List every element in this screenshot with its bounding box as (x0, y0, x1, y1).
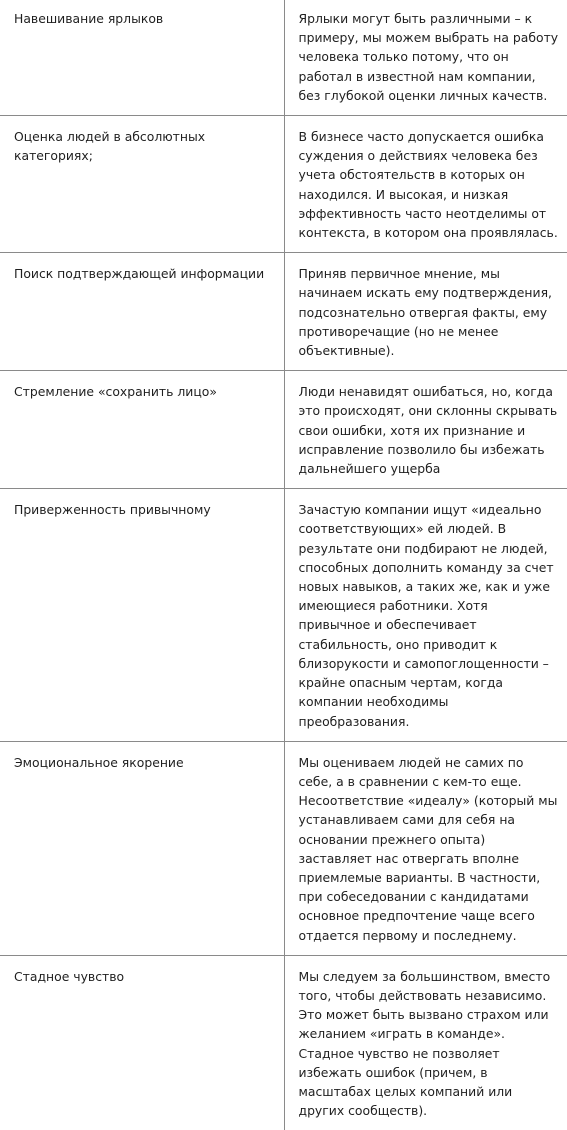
term-text: Навешивание ярлыков (14, 11, 164, 26)
term-cell (0, 371, 284, 489)
term-text: Оценка людей в абсолютных категориях; (14, 129, 206, 164)
description-cell (284, 489, 567, 741)
description-cell (284, 371, 567, 489)
term-text: Поиск подтверждающей информации (14, 266, 265, 282)
term-cell (0, 116, 284, 253)
table-row (0, 489, 567, 741)
table-row (0, 0, 567, 116)
description-text: Мы следуем за большинством, вместо того, чтобы действовать независимо. Это может быть вызвано страхом или желанием «играть в команде». Стадное чувство не позволяет избежать ошибок (причем, в масштабах целых компаний или других сообществ). (298, 968, 551, 1119)
term-cell (0, 253, 284, 371)
description-text: Люди ненавидят ошибаться, но, когда это происходят, они склонны скрывать свои ошибки, хотя их признание и исправление позволило бы избежать дальнейшего ущерба (298, 384, 558, 477)
description-cell (284, 0, 567, 116)
term-cell (0, 0, 284, 116)
description-cell (284, 116, 567, 253)
term-text: Приверженность привычному (14, 502, 211, 518)
table-row (0, 955, 567, 1130)
description-cell (284, 955, 567, 1130)
description-text: Ярлыки могут быть различными – к примеру, мы можем выбрать на работу человека только потому, что он работал в известной нам компании, без глубокой оценки личных качеств. (298, 11, 559, 103)
term-cell (0, 741, 284, 955)
description-text: Зачастую компании ищут «идеально соответствующих» ей людей. В результате они подбирают не людей, способных дополнить команду за счет новых навыков, а таких же, как и уже имеющиеся работники. Хотя привычное и обеспечивает стабильность, оно приводит к близорукости и самопоглощенности – крайне опасным чертам, когда компании необходимы преобразования. (298, 502, 554, 729)
description-cell (284, 741, 567, 955)
term-text: Эмоциональное якорение (14, 754, 184, 770)
table-row (0, 371, 567, 489)
table-row (0, 741, 567, 955)
term-cell (0, 489, 284, 741)
table-row (0, 116, 567, 253)
description-cell (284, 253, 567, 371)
term-text: Стадное чувство (14, 968, 125, 984)
term-text: Стремление «сохранить лицо» (14, 384, 217, 400)
description-text: Приняв первичное мнение, мы начинаем искать ему подтверждения, подсознательно отвергая факты, ему противоречащие (но не менее объективные). (298, 266, 552, 359)
description-text: Мы оцениваем людей не самих по себе, а в сравнении с кем-то еще. Несоответствие «идеалу» (который мы устанавливаем сами для себя на основании прежнего опыта) заставляет нас отвергать вполне приемлемые варианты. В частности, при собеседовании с кандидатами основное предпочтение чаще всего отдается первому и последнему. (298, 754, 558, 943)
description-text: В бизнесе часто допускается ошибка суждения о действиях человека без учета обстоятельств в которых он находился. И высокая, и низкая эффективность часто неотделимы от контекста, в котором она проявлялась. (298, 129, 558, 241)
table-row (0, 253, 567, 371)
term-cell (0, 955, 284, 1130)
